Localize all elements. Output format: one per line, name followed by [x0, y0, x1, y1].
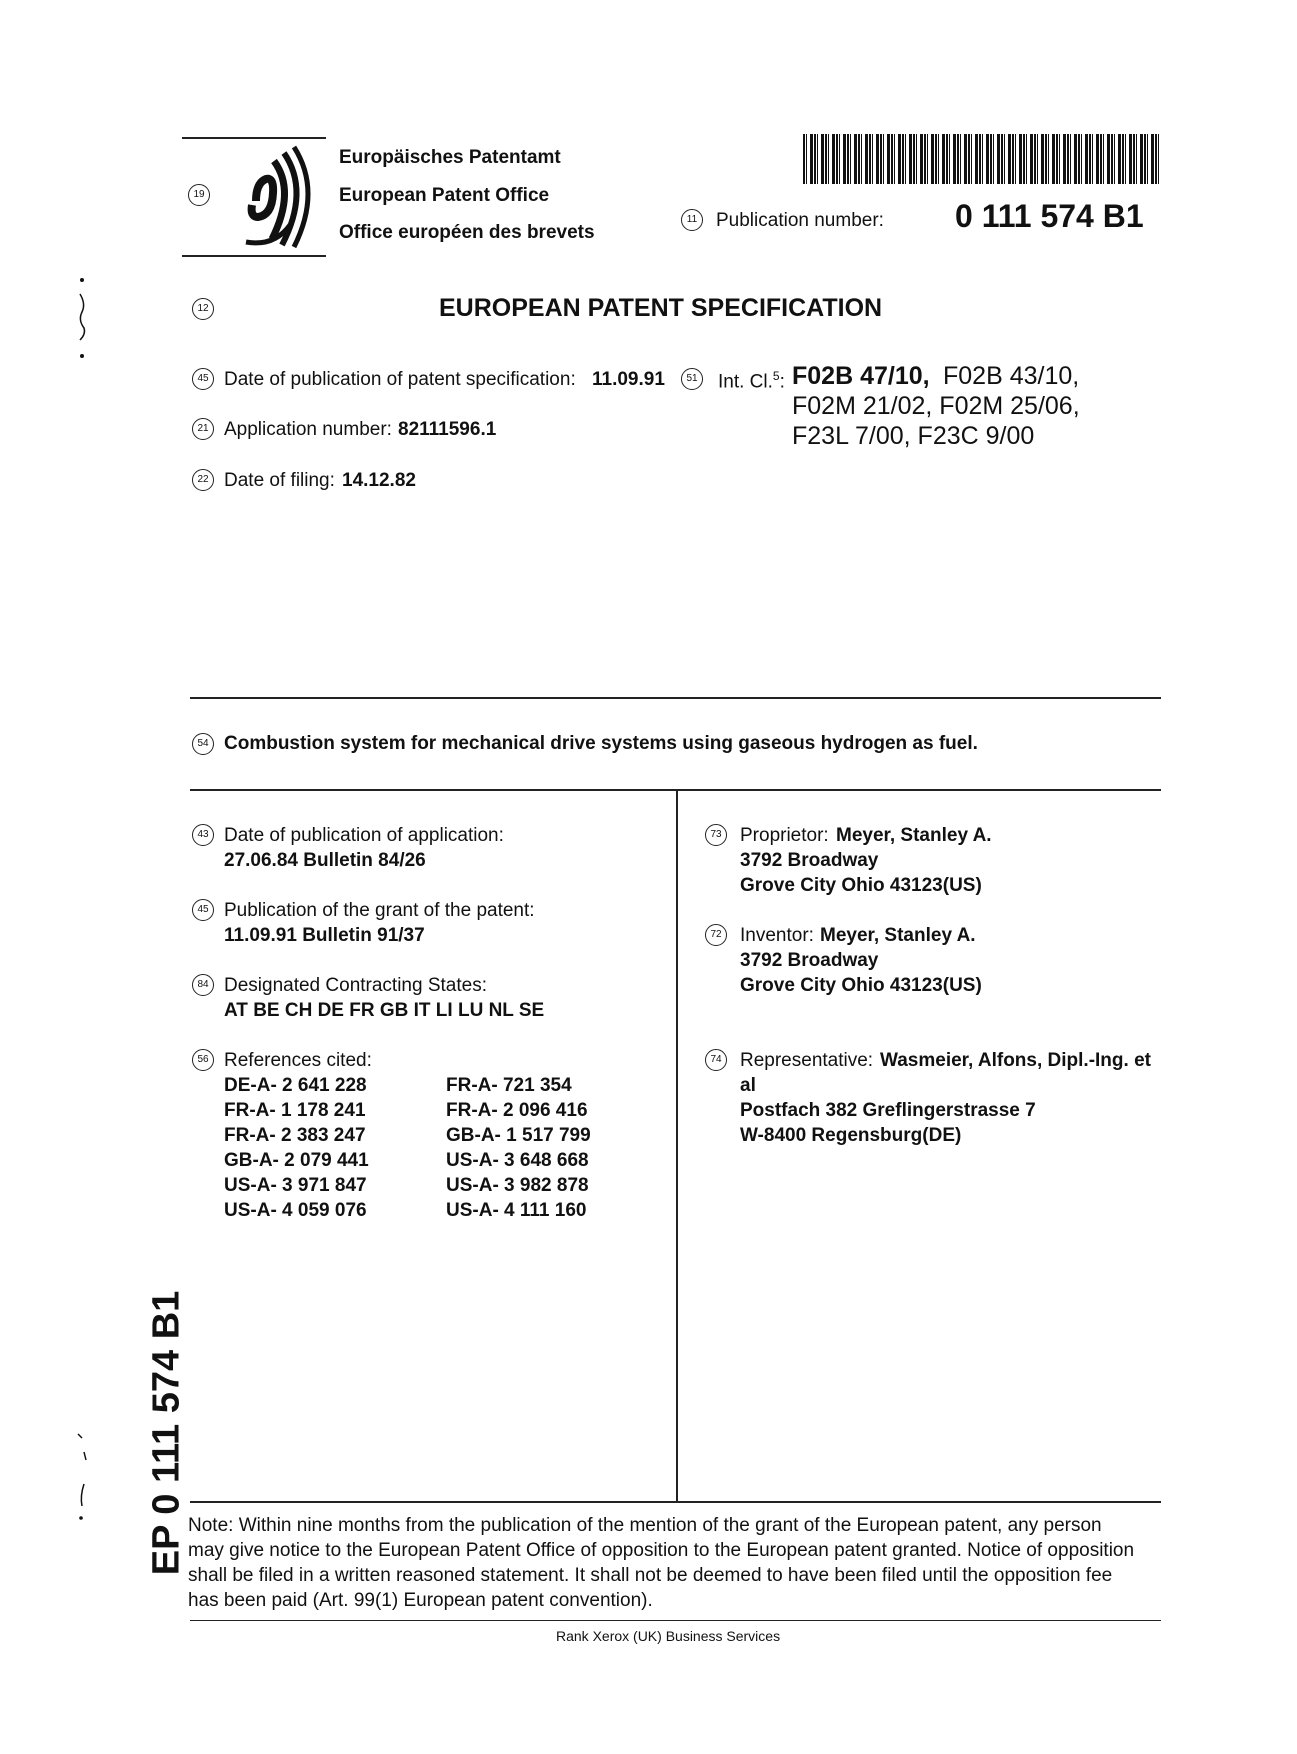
inventor-label: Inventor: [740, 925, 814, 946]
filing-date: 14.12.82 [342, 470, 416, 491]
note-bottom-rule [190, 1620, 1161, 1621]
states-value: AT BE CH DE FR GB IT LI LU NL SE [224, 1000, 545, 1021]
filing-label: Date of filing: [224, 470, 335, 491]
pub-spec-date: 11.09.91 [592, 369, 665, 390]
office-name-fr: Office européen des brevets [339, 222, 595, 243]
column-divider [676, 789, 678, 1501]
app-number-label: Application number: [224, 419, 392, 440]
representative-address-1: Postfach 382 Greflingerstrasse 7 [740, 1100, 1036, 1121]
inventor-name: Meyer, Stanley A. [820, 925, 976, 946]
inid-code-84: 84 [192, 974, 214, 996]
inid-code-45: 45 [192, 368, 214, 390]
inid-code-45-grant: 45 [192, 899, 214, 921]
inventor-address-1: 3792 Broadway [740, 950, 879, 971]
proprietor-address-1: 3792 Broadway [740, 850, 879, 871]
inid-code-19: 19 [188, 184, 210, 206]
int-cl-line1: F02B 43/10, [943, 362, 1080, 390]
app-pub-value: 27.06.84 Bulletin 84/26 [224, 850, 426, 871]
reference-item: FR-A- 2 096 416 [446, 1100, 588, 1121]
int-cl-text: Int. Cl. [718, 371, 773, 393]
int-cl-line2: F02M 21/02, F02M 25/06, [792, 392, 1080, 420]
reference-item: DE-A- 2 641 228 [224, 1075, 367, 1096]
int-cl-primary: F02B 47/10, [792, 362, 930, 390]
inid-code-54: 54 [192, 733, 214, 755]
int-cl-colon: : [779, 371, 785, 393]
inventor-address-2: Grove City Ohio 43123(US) [740, 975, 982, 996]
office-name-de: Europäisches Patentamt [339, 147, 561, 168]
side-publication-number: EP 0 111 574 B1 [145, 1290, 188, 1576]
int-cl-edition: 5 [772, 369, 780, 383]
references-label: References cited: [224, 1050, 372, 1071]
int-cl-line3: F23L 7/00, F23C 9/00 [792, 422, 1035, 450]
int-cl-label [718, 369, 785, 393]
representative-name: Wasmeier, Alfons, Dipl.-Ing. et [880, 1050, 1151, 1071]
states-label: Designated Contracting States: [224, 975, 487, 996]
note-line: has been paid (Art. 99(1) European patent convention). [188, 1590, 653, 1611]
proprietor-label: Proprietor: [740, 825, 829, 846]
inid-code-12: 12 [192, 298, 214, 320]
inid-code-43: 43 [192, 824, 214, 846]
representative-address-2: W-8400 Regensburg(DE) [740, 1125, 962, 1146]
reference-item: US-A- 4 059 076 [224, 1200, 367, 1221]
inid-code-22: 22 [192, 469, 214, 491]
app-pub-label: Date of publication of application: [224, 825, 504, 846]
app-number-value: 82111596.1 [398, 419, 497, 440]
margin-mark [70, 1430, 94, 1526]
note-line: shall be filed in a written reasoned statement. It shall not be deemed to have been filed until the opposition fee [188, 1565, 1113, 1586]
inid-code-72: 72 [705, 924, 727, 946]
title-top-rule [190, 697, 1161, 699]
reference-item: FR-A- 2 383 247 [224, 1125, 366, 1146]
inid-code-11: 11 [681, 209, 703, 231]
publication-label: Publication number: [716, 210, 884, 231]
reference-item: US-A- 4 111 160 [446, 1200, 587, 1221]
reference-item: US-A- 3 982 878 [446, 1175, 589, 1196]
grant-value: 11.09.91 Bulletin 91/37 [224, 925, 425, 946]
document-type-title: EUROPEAN PATENT SPECIFICATION [439, 294, 883, 322]
header-bottom-rule [182, 255, 326, 257]
note-line: may give notice to the European Patent Office of opposition to the European patent granted. Notice of opposition [188, 1540, 1135, 1561]
header-top-rule [182, 137, 326, 139]
office-name-en: European Patent Office [339, 185, 550, 206]
proprietor-address-2: Grove City Ohio 43123(US) [740, 875, 982, 896]
inid-code-21: 21 [192, 418, 214, 440]
note-line: Note: Within nine months from the publication of the mention of the grant of the European patent, any person [188, 1515, 1102, 1536]
reference-item: GB-A- 2 079 441 [224, 1150, 369, 1171]
reference-item: GB-A- 1 517 799 [446, 1125, 591, 1146]
inid-code-73: 73 [705, 824, 727, 846]
invention-title: Combustion system for mechanical drive systems using gaseous hydrogen as fuel. [224, 733, 978, 754]
epo-logo-icon [234, 143, 316, 249]
publication-number: 0 111 574 B1 [955, 198, 1144, 234]
inid-code-74: 74 [705, 1049, 727, 1071]
reference-item: US-A- 3 648 668 [446, 1150, 589, 1171]
note-top-rule [190, 1501, 1161, 1503]
footer-text: Rank Xerox (UK) Business Services [556, 1628, 781, 1644]
grant-label: Publication of the grant of the patent: [224, 900, 535, 921]
reference-item: FR-A- 721 354 [446, 1075, 572, 1096]
reference-item: US-A- 3 971 847 [224, 1175, 367, 1196]
inid-code-56: 56 [192, 1049, 214, 1071]
barcode [803, 134, 1161, 184]
representative-label: Representative: [740, 1050, 874, 1071]
reference-item: FR-A- 1 178 241 [224, 1100, 366, 1121]
representative-name-cont: al [740, 1075, 756, 1096]
pub-spec-label: Date of publication of patent specification: [224, 369, 576, 390]
inid-code-51: 51 [681, 368, 703, 390]
margin-mark [70, 276, 94, 362]
proprietor-name: Meyer, Stanley A. [836, 825, 992, 846]
